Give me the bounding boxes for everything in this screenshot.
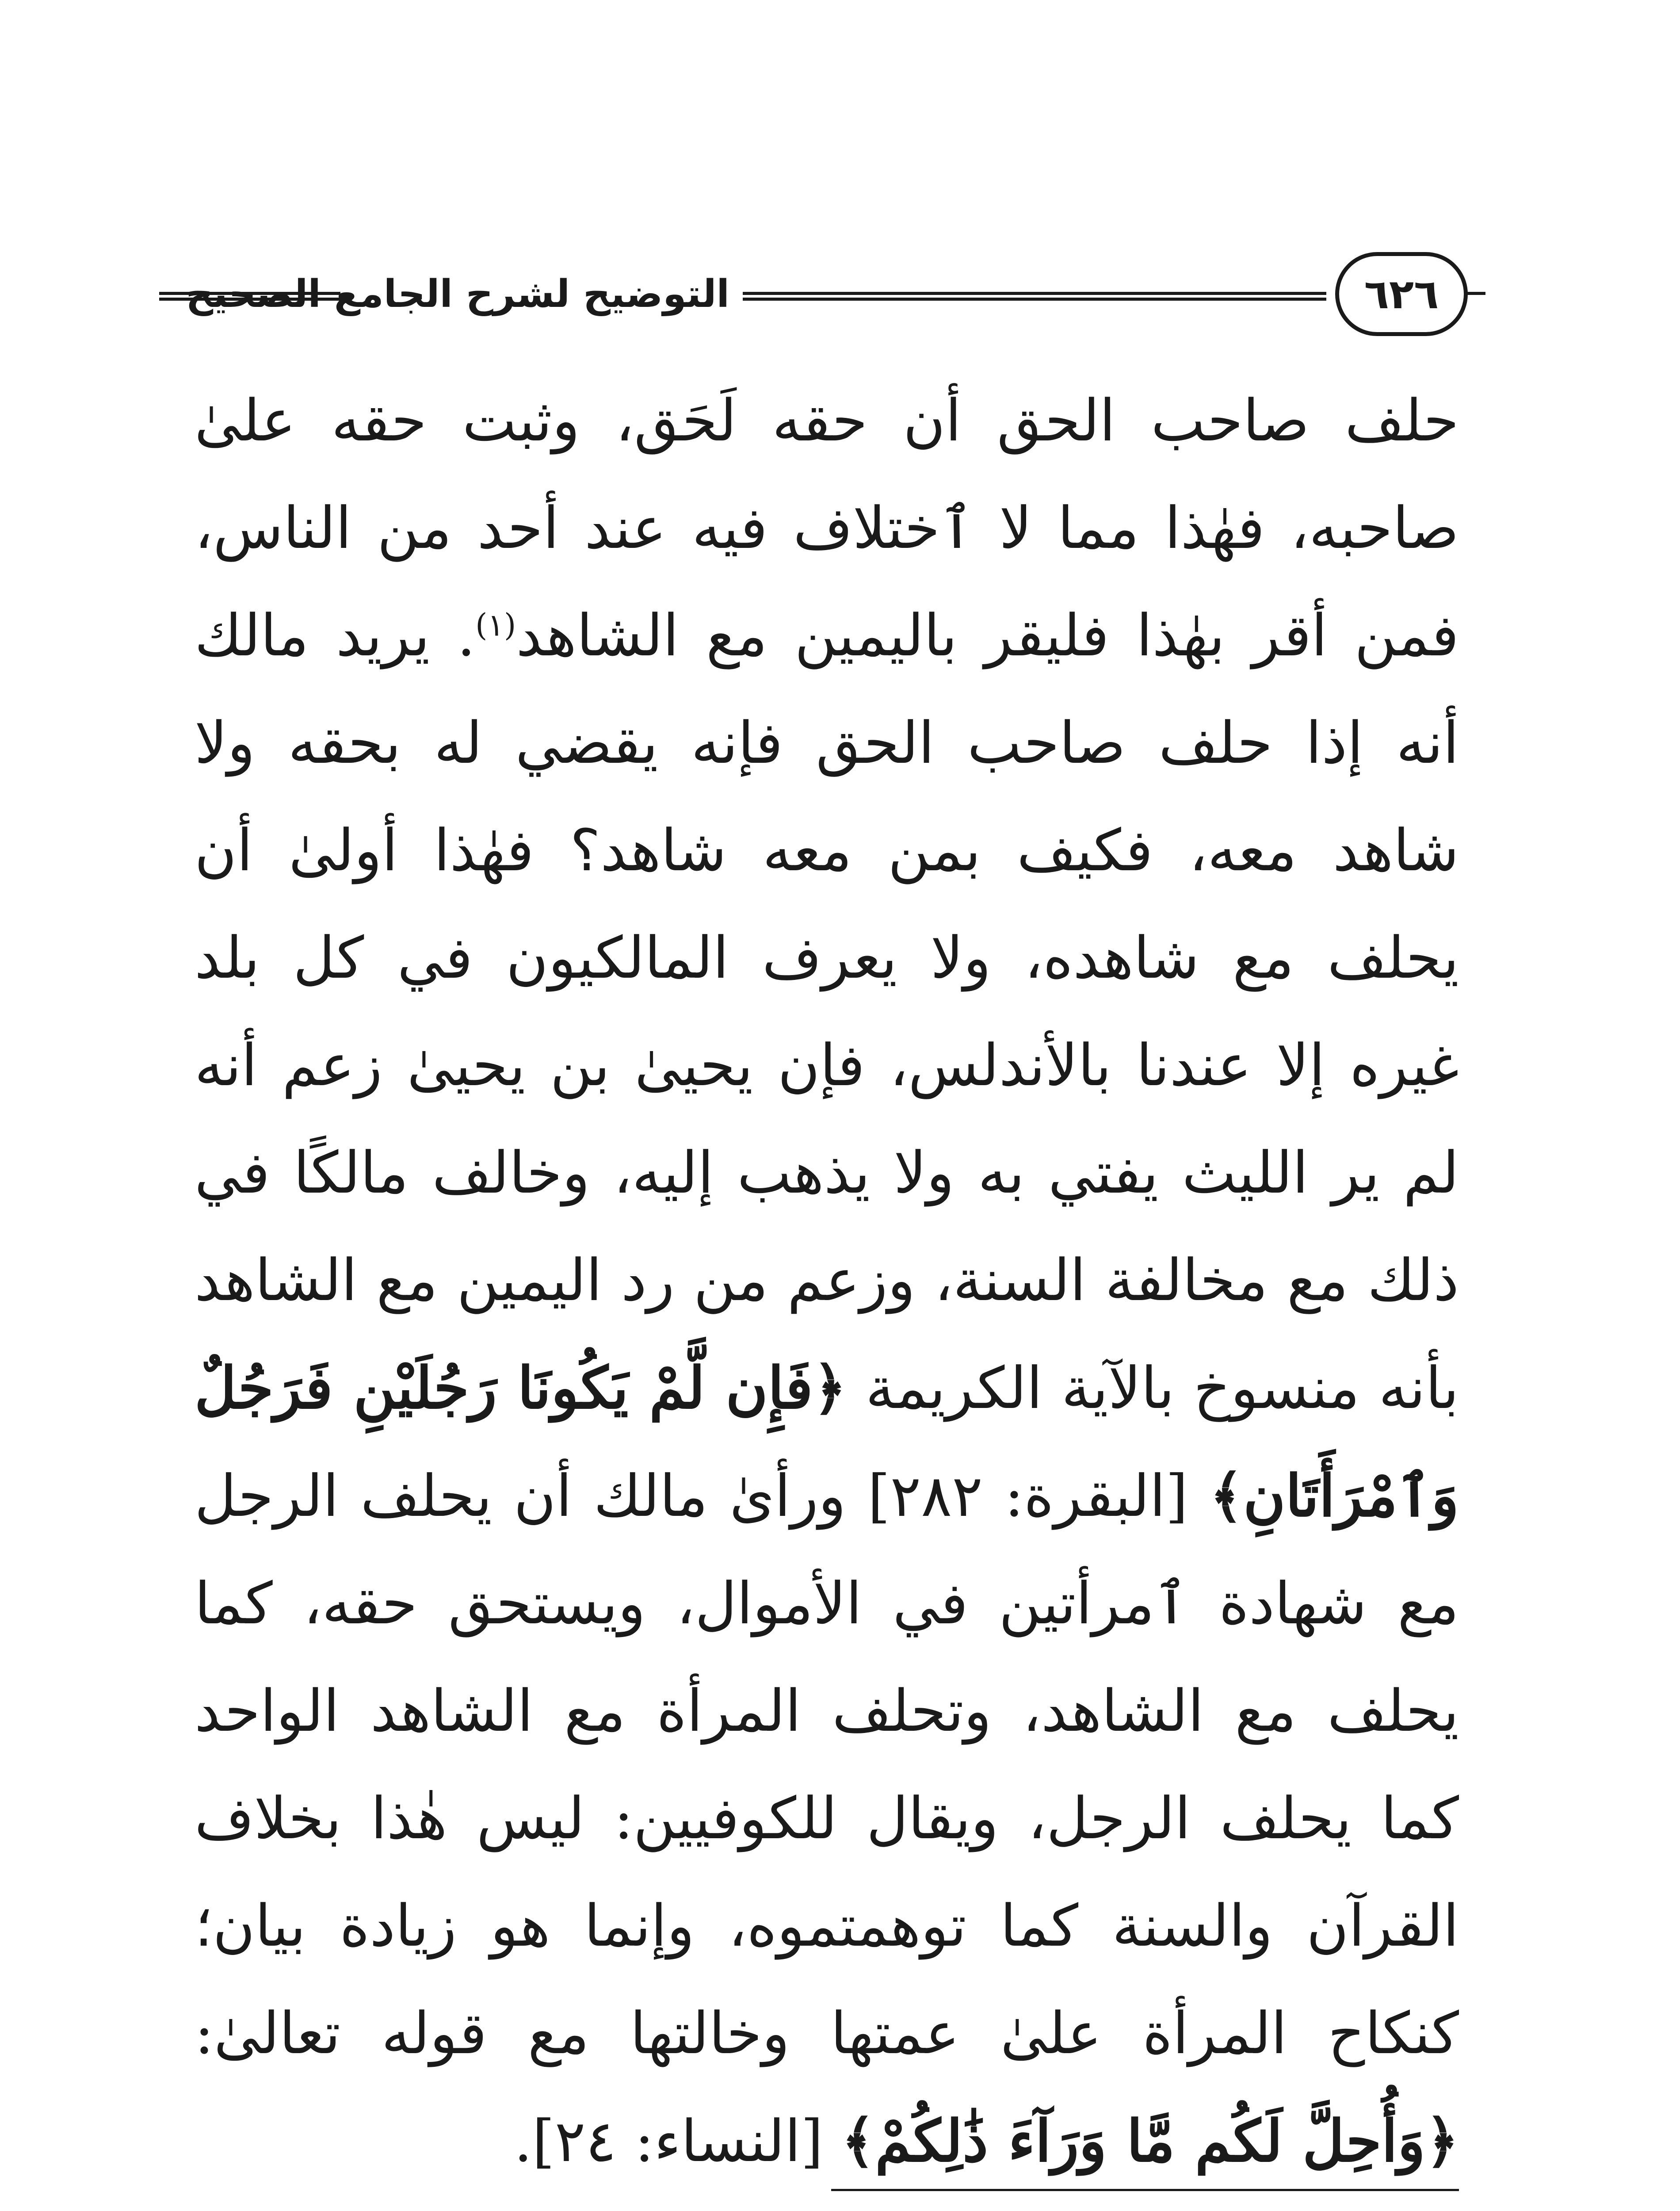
quran-verse: ﴿فَإِن لَّمْ يَكُونَا رَجُلَيْنِ فَرَجُلٌ وَٱمْرَأَتَانِ﴾ (195, 1354, 1459, 1530)
page-header (159, 248, 1485, 345)
text-segment: . يريد مالك أنه إذا حلف صاحب الحق فإنه يقضي له بحقه ولا شاهد معه، فكيف بمن معه شاهد؟ فهٰذا أولىٰ أن يحلف مع شاهده، ولا يعرف المالكيون في كل بلد غيره إلا عندنا بالأندلس، فإن يحيىٰ بن يحيىٰ زعم أنه لم ير الليث يفتي به ولا يذهب إليه، وخالف مالكًا في ذلك مع مخالفة السنة، وزعم من رد اليمين مع الشاهد بأنه منسوخ بالآية الكريمة (195, 602, 1459, 1422)
page-number: ٦٢٦ (1335, 252, 1468, 336)
text-segment: حلف صاحب الحق أن حقه لَحَق، وثبت حقه علىٰ صاحبه، فهٰذا مما لا ٱختلاف فيه عند أحد من الناس، فمن أقر بهٰذا فليقر باليمين مع الشاهد (195, 387, 1459, 669)
footnote-separator (831, 2189, 1459, 2191)
text-segment: [البقرة: ٢٨٢] ورأىٰ مالك أن يحلف الرجل مع شهادة ٱمرأتين في الأموال، ويستحق حقه، كما يحلف مع الشاهد، وتحلف المرأة مع الشاهد الواحد كما يحلف الرجل، ويقال للكوفيين: ليس هٰذا بخلاف القرآن والسنة كما توهمتموه، وإنما هو زيادة بيان؛ كنكاح المرأة علىٰ عمتها وخالتها مع قوله تعالىٰ: (195, 1462, 1459, 2067)
header-rule-right (1466, 292, 1485, 295)
footnote-reference: (١) (475, 607, 516, 643)
text-segment: [النساء: ٢٤]. (514, 2108, 842, 2175)
quran-verse: ﴿وَأُحِلَّ لَكُم مَّا وَرَآءَ ذَٰلِكُمْ﴾ (841, 2107, 1459, 2175)
header-rule-middle (743, 292, 1326, 301)
paragraph (195, 367, 1459, 2195)
running-title: التوضيح لشرح الجامع الصحيح (186, 272, 729, 316)
main-body-text (195, 367, 1459, 2211)
